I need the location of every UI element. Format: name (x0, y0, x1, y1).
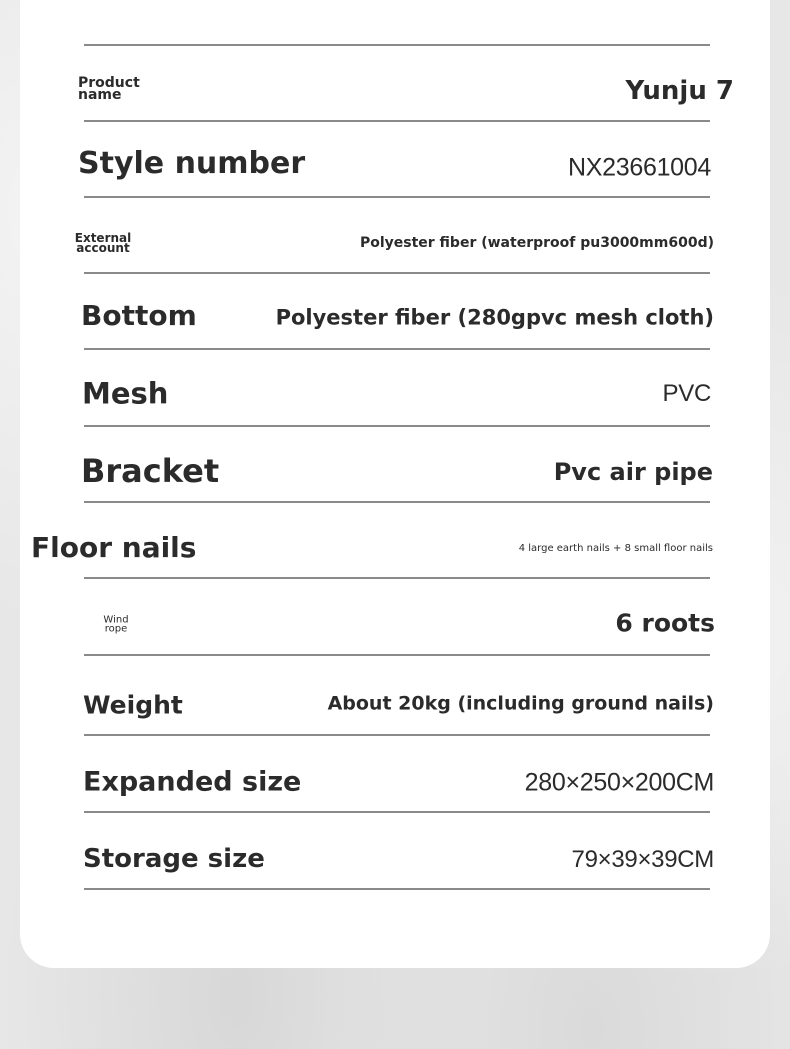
spec-label-bracket: Bracket (81, 452, 220, 490)
spec-label-floor-nails: Floor nails (31, 531, 197, 564)
spec-value-mesh: PVC (662, 380, 711, 407)
spec-label-expanded-size: Expanded size (83, 766, 302, 798)
row-divider (84, 120, 710, 122)
row-divider (84, 734, 710, 736)
spec-value-external-account: Polyester fiber (waterproof pu3000mm600d) (359, 235, 714, 251)
row-divider (84, 654, 710, 656)
spec-label-style-number: Style number (78, 146, 306, 181)
spec-label-weight: Weight (83, 690, 183, 720)
spec-value-weight: About 20kg (including ground nails) (327, 692, 714, 715)
spec-label-external-account: External account (74, 230, 132, 255)
row-divider (84, 888, 710, 890)
spec-label-mesh: Mesh (82, 376, 169, 411)
spec-label-storage-size: Storage size (83, 844, 265, 874)
spec-value-wind-rope: 6 roots (615, 608, 715, 638)
row-divider (84, 577, 710, 579)
row-divider (84, 425, 710, 427)
row-divider (84, 501, 710, 503)
row-divider (84, 196, 710, 198)
spec-value-floor-nails: 4 large earth nails + 8 small floor nails (518, 543, 713, 554)
spec-value-expanded-size: 280×250×200CM (524, 768, 714, 797)
row-divider (84, 44, 710, 46)
row-divider (84, 348, 710, 350)
row-divider (84, 272, 710, 274)
spec-value-product-name: Yunju 7 (625, 76, 734, 106)
row-divider (84, 811, 710, 813)
spec-label-wind-rope: Wind rope (103, 614, 129, 634)
spec-value-bracket: Pvc air pipe (553, 458, 713, 486)
spec-label-product-name: Product name (78, 75, 140, 103)
spec-value-storage-size: 79×39×39CM (571, 846, 714, 873)
spec-label-bottom: Bottom (81, 299, 197, 332)
spec-value-style-number: NX23661004 (568, 153, 711, 182)
spec-value-bottom: Polyester fiber (280gpvc mesh cloth) (275, 305, 714, 330)
